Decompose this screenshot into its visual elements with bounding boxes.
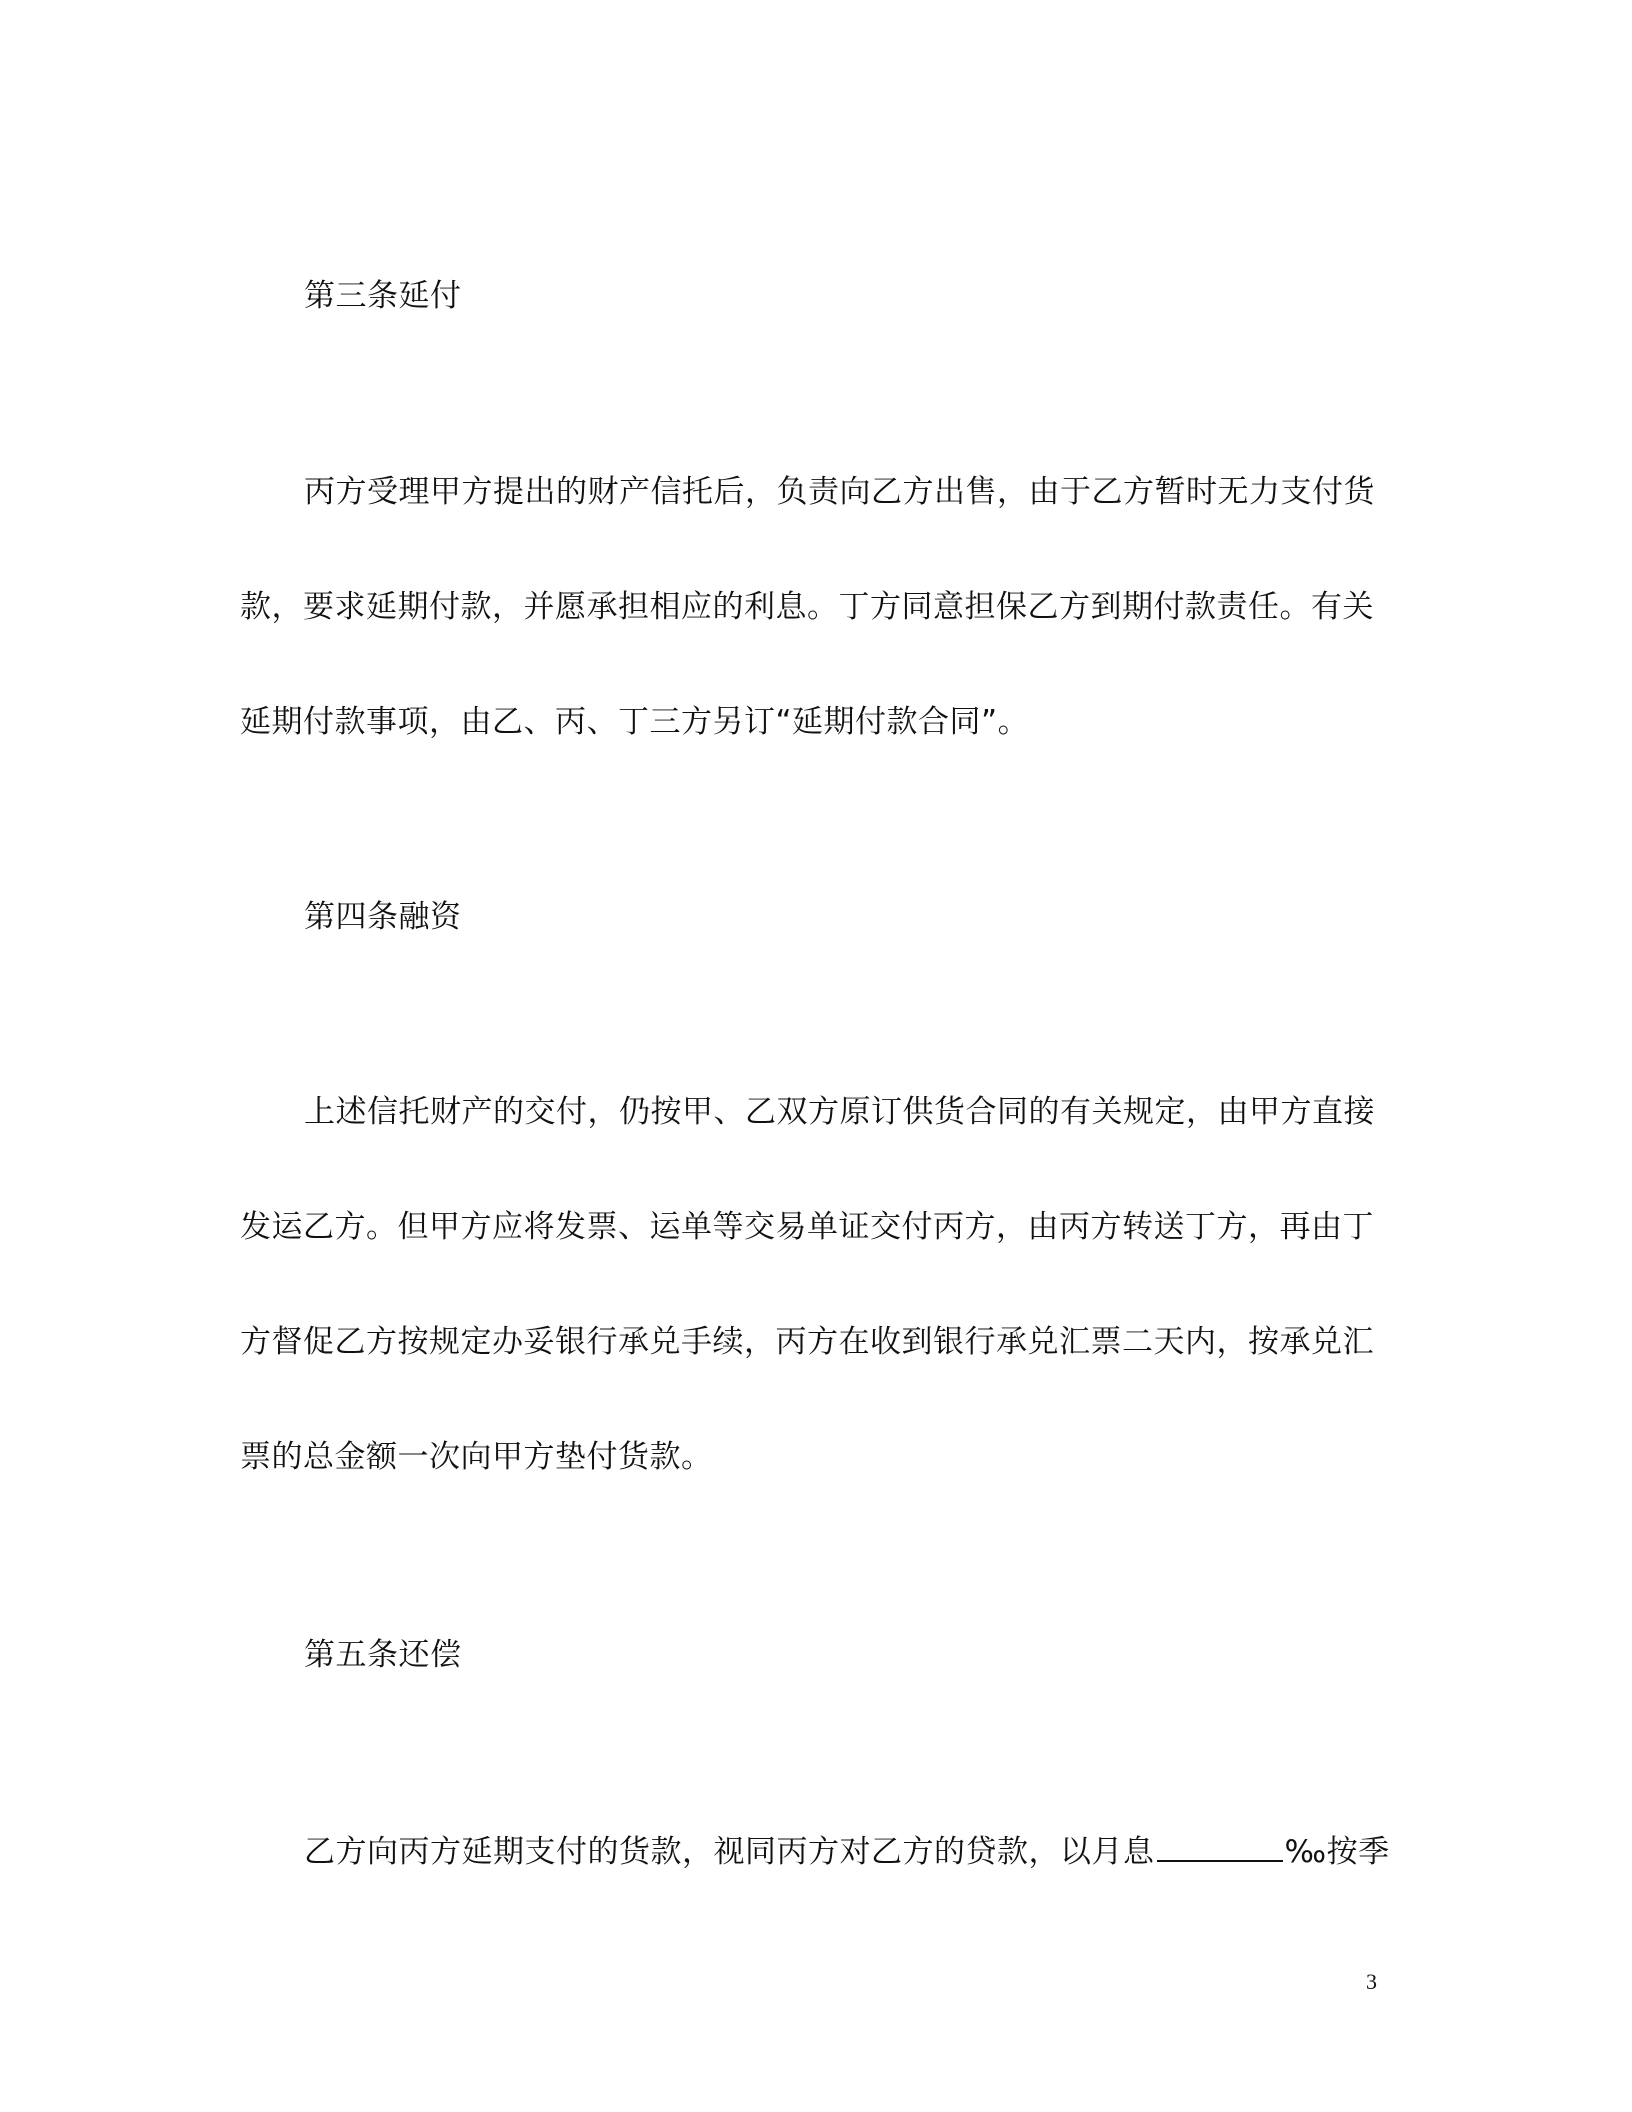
paragraph-line: 款，要求延期付款，并愿承担相应的利息。丁方同意担保乙方到期付款责任。有关 xyxy=(240,589,1374,625)
paragraph-line: 丙方受理甲方提出的财产信托后，负责向乙方出售，由于乙方暂时无力支付货 xyxy=(304,474,1375,510)
section-heading-3: 第三条延付 xyxy=(304,278,462,314)
paragraph-line: 票的总金额一次向甲方垫付货款。 xyxy=(240,1439,713,1475)
section-heading-5: 第五条还偿 xyxy=(304,1637,462,1673)
paragraph-line: 方督促乙方按规定办妥银行承兑手续，丙方在收到银行承兑汇票二天内，按承兑汇 xyxy=(240,1324,1374,1360)
fill-in-blank xyxy=(1157,1830,1283,1862)
paragraph-line-with-blank xyxy=(304,1830,1444,1874)
paragraph-line: 上述信托财产的交付，仍按甲、乙双方原订供货合同的有关规定，由甲方直接 xyxy=(304,1094,1375,1130)
paragraph-line: 延期付款事项，由乙、丙、丁三方另订“延期付款合同”。 xyxy=(240,704,1030,740)
paragraph-text: ‰按季 xyxy=(1284,1834,1390,1870)
page-number: 3 xyxy=(1366,1969,1377,1994)
paragraph-text: 乙方向丙方延期支付的货款，视同丙方对乙方的贷款，以月息 xyxy=(304,1834,1155,1870)
paragraph-line: 发运乙方。但甲方应将发票、运单等交易单证交付丙方，由丙方转送丁方，再由丁 xyxy=(240,1209,1374,1245)
section-heading-4: 第四条融资 xyxy=(304,899,462,935)
